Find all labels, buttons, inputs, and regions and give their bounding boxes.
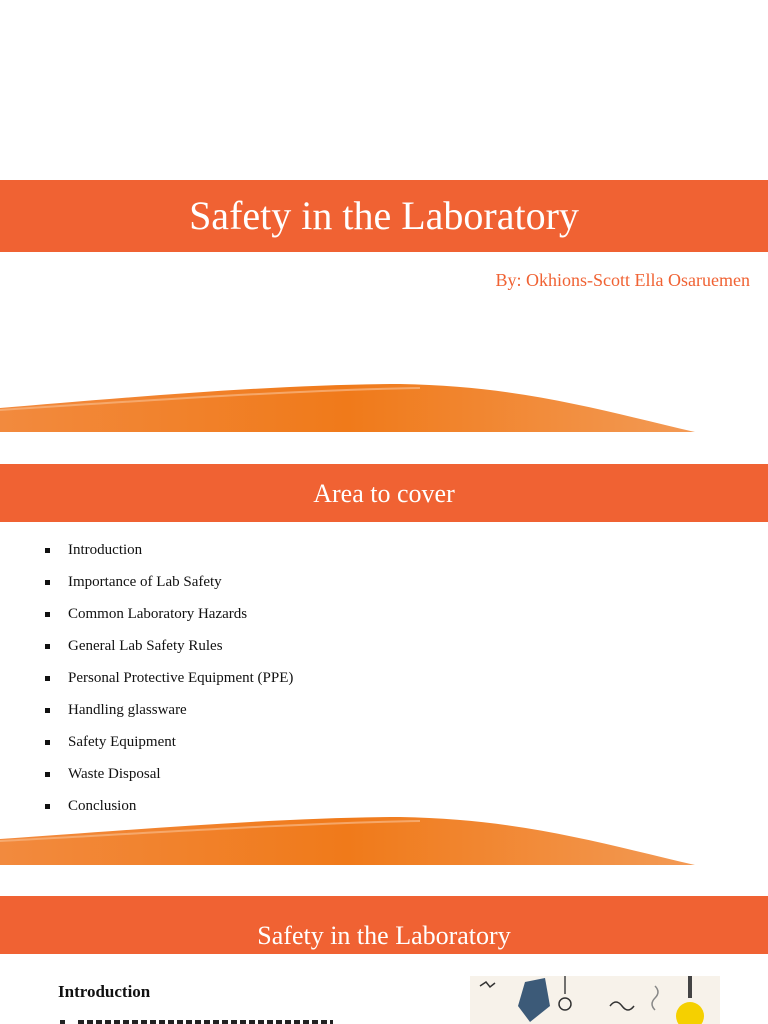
title-slide: [0, 0, 768, 445]
bullet-square-icon: [45, 708, 50, 713]
list-item: [42, 759, 293, 791]
list-item: [42, 534, 293, 566]
author-subtitle: By: Okhions-Scott Ella Osaruemen: [495, 270, 750, 290]
bullet-square-icon: [45, 676, 50, 681]
bullet-dot-icon: [60, 1020, 65, 1024]
introduction-slide: [0, 896, 768, 1024]
list-item-text: Common Laboratory Hazards: [68, 605, 248, 622]
bullet-square-icon: [45, 644, 50, 649]
intro-band: [0, 896, 768, 954]
orange-swoosh-decoration: [0, 370, 768, 440]
list-item: [42, 630, 293, 662]
bullet-square-icon: [45, 580, 50, 585]
agenda-list: [42, 534, 293, 823]
list-item-text: Handling glassware: [68, 702, 187, 719]
agenda-slide: [0, 464, 768, 874]
agenda-band: [0, 464, 768, 522]
list-item: [42, 727, 293, 759]
agenda-title: Area to cover: [313, 479, 455, 508]
list-item-text: Personal Protective Equipment (PPE): [68, 669, 294, 686]
list-item: [42, 694, 293, 726]
list-item: [42, 662, 293, 694]
list-item-text: Waste Disposal: [68, 766, 161, 783]
list-item-text: General Lab Safety Rules: [68, 637, 223, 654]
list-item: [42, 566, 293, 598]
bullet-square-icon: [45, 772, 50, 777]
title-band: [0, 180, 768, 252]
list-item-text: Importance of Lab Safety: [68, 573, 222, 590]
list-item-text: Safety Equipment: [68, 734, 176, 751]
bullet-square-icon: [45, 740, 50, 745]
slide-title: Safety in the Laboratory: [189, 193, 579, 238]
lab-cartoon-illustration: [470, 976, 720, 1024]
cropped-text-line: [58, 1016, 338, 1024]
list-item-text: Conclusion: [68, 798, 137, 815]
orange-swoosh-decoration: [0, 809, 768, 869]
list-item: [42, 598, 293, 630]
section-heading: Introduction: [58, 982, 151, 1001]
bullet-square-icon: [45, 548, 50, 553]
list-item-text: Introduction: [68, 541, 143, 558]
intro-title: Safety in the Laboratory: [257, 921, 511, 950]
bullet-square-icon: [45, 612, 50, 617]
cropped-text-ink: [78, 1020, 333, 1024]
